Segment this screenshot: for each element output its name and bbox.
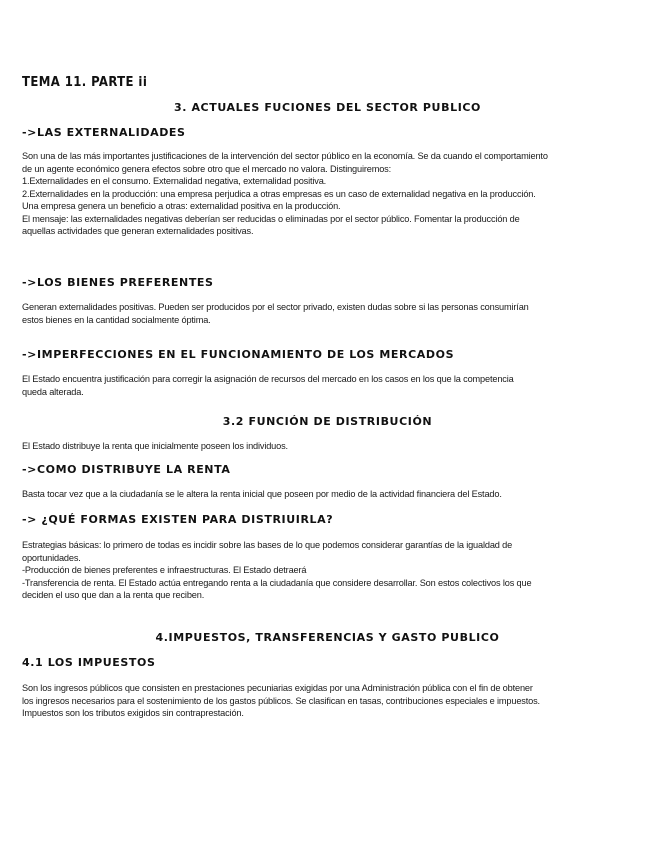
text-line: los ingresos necesarios para el sostenimiento de los gastos públicos. Se clasifican en tasas, contribuciones especiales e impuestos. [22,695,540,706]
bienes-preferentes-paragraph [22,301,634,326]
distribucion-intro-paragraph [22,440,634,453]
bienes-preferentes-heading: ->LOS BIENES PREFERENTES [22,276,214,289]
text-line: Son una de las más importantes justificaciones de la intervención del sector público en la economía. Se da cuando el comportamiento [22,151,548,161]
text-line: Una empresa genera un beneficio a otras: externalidad positiva en la producción. [22,201,341,211]
text-line: Impuestos son los tributos exigidos sin contraprestación. [22,708,244,718]
text-line: 1.Externalidades en el consumo. Externalidad negativa, externalidad positiva. [22,176,327,186]
text-line: -Transferencia de renta. El Estado actúa entregando renta a la ciudadanía que considere desarrollar. Son estos colectivos los que [22,577,532,588]
text-line: oportunidades. [22,552,81,563]
como-distribuye-heading: ->COMO DISTRIBUYE LA RENTA [22,463,231,476]
text-line: El Estado distribuye la renta que inicialmente poseen los individuos. [22,441,288,451]
externalidades-paragraph [22,150,634,238]
imperfecciones-paragraph [22,373,634,398]
text-line: Basta tocar vez que a la ciudadanía se le altera la renta inicial que poseen por medio de la actividad financiera del Estado. [22,489,502,499]
formas-distribuir-heading: -> ¿QUÉ FORMAS EXISTEN PARA DISTRIUIRLA? [22,513,334,526]
section-3-2-heading: 3.2 FUNCIÓN DE DISTRIBUCIÓN [222,415,433,428]
impuestos-heading: 4.1 LOS IMPUESTOS [22,656,156,669]
text-line: de un agente económico genera efectos sobre otro que el mercado no valora. Distinguiremos: [22,163,392,174]
imperfecciones-heading: ->IMPERFECCIONES EN EL FUNCIONAMIENTO DE LOS MERCADOS [22,348,455,361]
text-line: Generan externalidades positivas. Pueden ser producidos por el sector privado, existen dudas sobre si las personas consumirían [22,302,529,312]
text-line: -Producción de bienes preferentes e infraestructuras. El Estado detraerá [22,565,307,575]
impuestos-paragraph [22,682,634,720]
document-title: TEMA 11. PARTE ii [22,75,148,90]
text-line: estos bienes en la cantidad socialmente óptima. [22,314,211,325]
como-distribuye-paragraph [22,488,634,501]
formas-distribuir-paragraph [22,539,634,602]
text-line: Estrategias básicas: lo primero de todas es incidir sobre las bases de lo que podemos considerar garantías de la igualdad de [22,540,513,550]
text-line: queda alterada. [22,386,84,397]
text-line: 2.Externalidades en la producción: una empresa perjudica a otras empresas es un caso de externalidad negativa en la producción. [22,188,536,199]
text-line: deciden el uso que dan a la renta que reciben. [22,590,205,600]
text-line: El Estado encuentra justificación para corregir la asignación de recursos del mercado en los casos en los que la competencia [22,374,514,384]
externalidades-heading: ->LAS EXTERNALIDADES [22,126,186,139]
text-line: El mensaje: las externalidades negativas deberían ser reducidas o eliminadas por el sector público. Fomentar la producción de [22,213,520,224]
section-4-heading: 4.IMPUESTOS, TRANSFERENCIAS Y GASTO PUBLICO [155,631,500,644]
text-line: aquellas actividades que generan externalidades positivas. [22,226,254,236]
text-line: Son los ingresos públicos que consisten en prestaciones pecuniarias exigidas por una Administración pública con el fin de obtener [22,683,533,693]
section-3-heading: 3. ACTUALES FUCIONES DEL SECTOR PUBLICO [173,101,482,114]
